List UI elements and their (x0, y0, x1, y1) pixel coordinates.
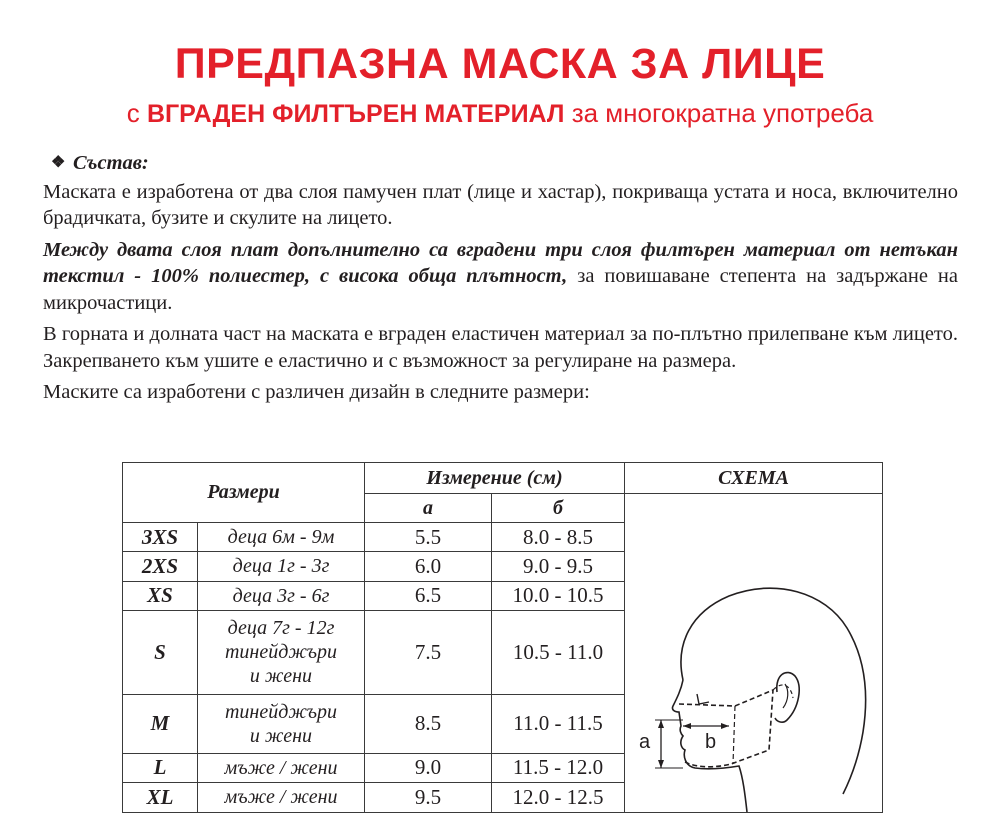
age-group-line: деца 7г - 12г (227, 617, 335, 640)
age-group-cell (198, 581, 365, 610)
eye-mark (697, 694, 709, 704)
composition-section (43, 150, 958, 411)
diamond-bullet-icon: ❖ (51, 154, 66, 171)
measure-a-cell: 9.5 (365, 782, 492, 812)
size-cell: L (123, 753, 198, 782)
header-measure: Измерение (см) (365, 463, 625, 494)
subtitle-caps: ВГРАДЕН ФИЛТЪРЕН МАТЕРИАЛ (146, 100, 565, 128)
paragraph-filter (43, 237, 958, 317)
filter-emphasis: Между двата слоя плат допълнително са вградени три слоя филтърен материал от нетъкан текстил - 100% полиестер, с висока обща плътност, (43, 238, 958, 287)
head-profile-mask-icon (625, 494, 881, 812)
measure-b-cell: 8.0 - 8.5 (492, 523, 625, 552)
size-cell: XL (123, 782, 198, 812)
filter-rest: за повишаване степента на задържане на микрочастици. (43, 265, 958, 314)
measure-a-cell: 8.5 (365, 695, 492, 753)
age-group-line: деца 3г - 6г (232, 584, 330, 607)
measure-a-cell: 6.5 (365, 581, 492, 610)
schema-cell (625, 494, 883, 813)
measure-b-cell: 11.5 - 12.0 (492, 753, 625, 782)
mask-outline (679, 690, 773, 767)
composition-heading: Състав: (73, 152, 149, 174)
age-group-line: тинейджъри (224, 700, 338, 723)
age-group-line: мъже / жени (224, 786, 338, 809)
age-group-cell (198, 782, 365, 812)
paragraph-fabric: Маската е изработена от два слоя памучен плат (лице и хастар), покриваща устата и носа, включително брадичката, бузите и скулите на лицето. (43, 180, 958, 229)
measure-a-cell: 5.5 (365, 523, 492, 552)
page-title: ПРЕДПАЗНА МАСКА ЗА ЛИЦЕ (174, 40, 826, 88)
size-cell: 3XS (123, 523, 198, 552)
age-group-line: деца 1г - 3г (232, 555, 330, 578)
size-cell: M (123, 695, 198, 753)
composition-heading-row (43, 150, 958, 177)
size-table (122, 462, 883, 813)
age-group-line: деца 6м - 9м (227, 526, 335, 549)
paragraph-elastic: В горната и долната част на маската е вграден еластичен материал за по-плътно прилепване към лицето. Закрепването към ушите е еластично и с възможност за регулиране на размера. (43, 323, 958, 372)
header-sizes: Размери (123, 463, 365, 523)
measure-b-cell: 10.0 - 10.5 (492, 581, 625, 610)
measure-a-cell: 7.5 (365, 610, 492, 695)
size-cell: 2XS (123, 552, 198, 581)
schema-label-a: a (639, 731, 651, 753)
measure-a-cell: 9.0 (365, 753, 492, 782)
age-group-cell (198, 552, 365, 581)
measure-b-cell: 12.0 - 12.5 (492, 782, 625, 812)
header-a: а (365, 494, 492, 523)
measure-b-cell: 11.0 - 11.5 (492, 695, 625, 753)
age-group-cell (198, 753, 365, 782)
measure-b-cell: 10.5 - 11.0 (492, 610, 625, 695)
size-cell: XS (123, 581, 198, 610)
measure-a-cell: 6.0 (365, 552, 492, 581)
schema-label-b: b (705, 731, 717, 753)
header-schema: СХЕМА (625, 463, 883, 494)
header-b: б (492, 494, 625, 523)
subtitle-suffix: за многократна употреба (571, 98, 874, 128)
age-group-line: и жени (249, 724, 313, 747)
paragraph-sizes-intro: Маските са изработени с различен дизайн в следните размери: (43, 381, 590, 403)
age-group-cell (198, 610, 365, 695)
age-group-line: тинейджъри (224, 641, 338, 664)
measure-b-cell: 9.0 - 9.5 (492, 552, 625, 581)
age-group-cell (198, 695, 365, 753)
age-group-cell (198, 523, 365, 552)
size-cell: S (123, 610, 198, 695)
age-group-line: мъже / жени (224, 756, 338, 779)
age-group-line: и жени (249, 665, 313, 688)
subtitle-prefix: с (126, 98, 140, 128)
page-subtitle (0, 98, 1000, 129)
